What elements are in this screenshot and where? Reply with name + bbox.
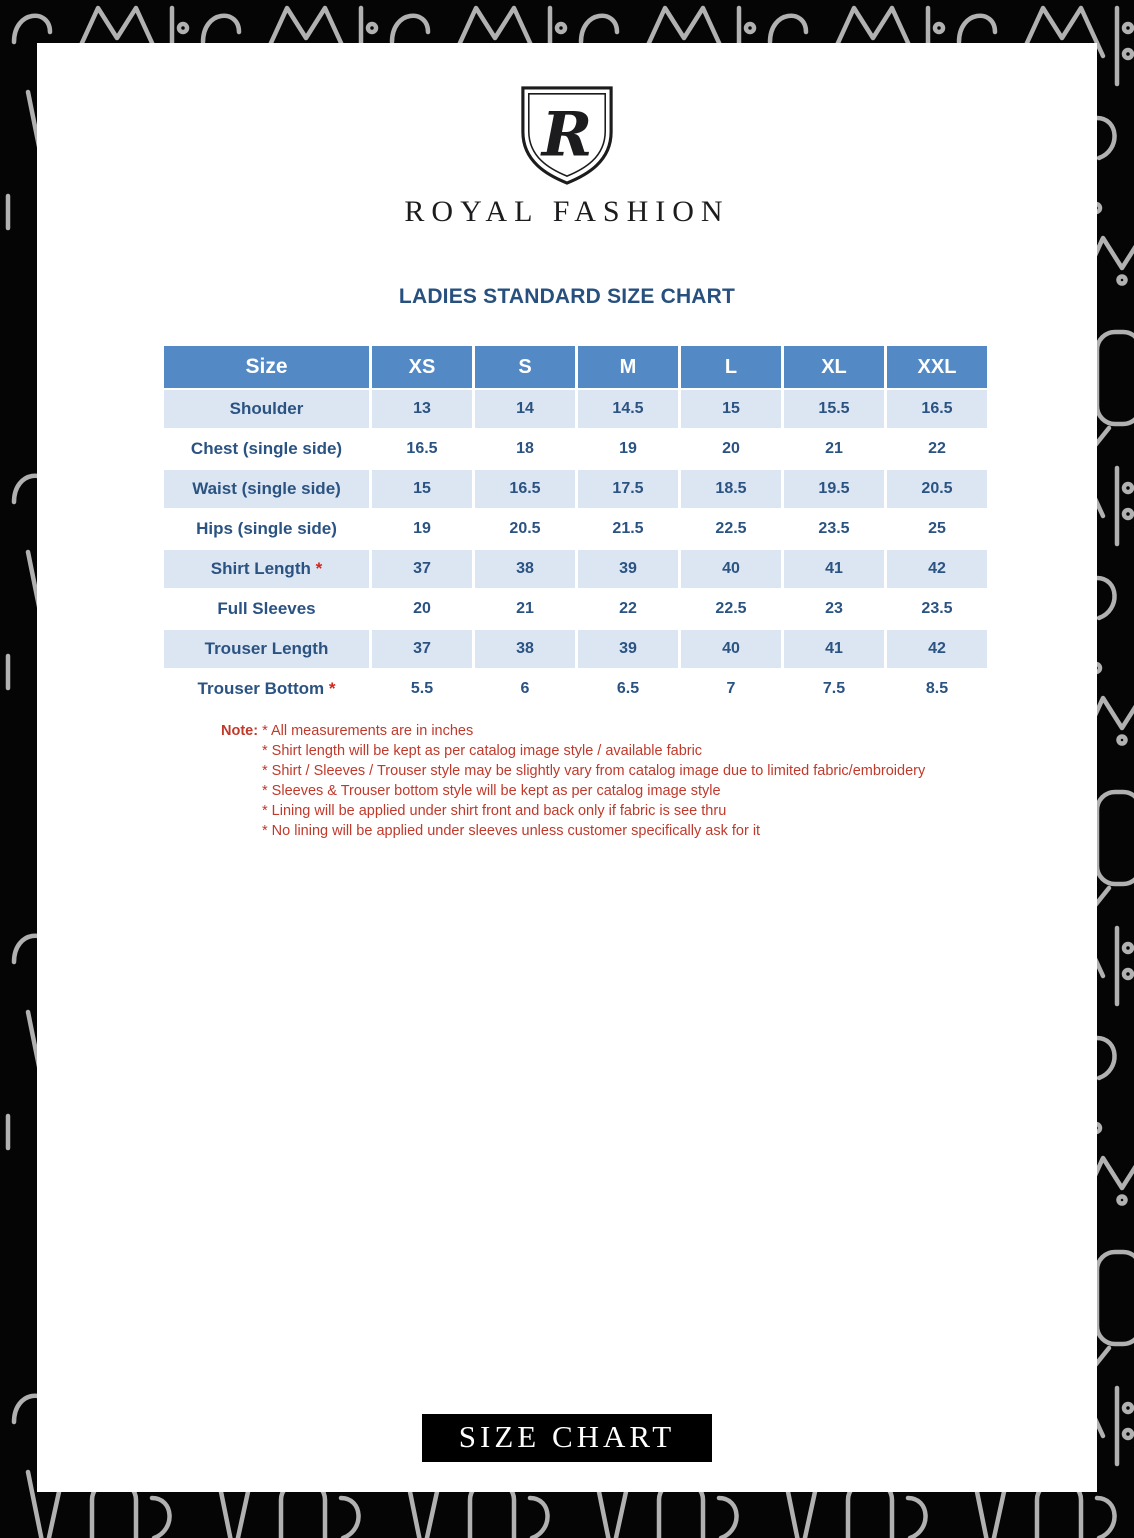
column-header-s: S	[475, 346, 575, 388]
size-value-cell: 40	[681, 550, 781, 588]
size-value-cell: 23.5	[887, 590, 987, 628]
size-value-cell: 22.5	[681, 590, 781, 628]
size-value-cell: 13	[372, 390, 472, 428]
size-value-cell: 37	[372, 630, 472, 668]
size-value-cell: 19	[372, 510, 472, 548]
note-line	[221, 781, 1021, 801]
size-value-cell: 18.5	[681, 470, 781, 508]
size-value-cell: 38	[475, 630, 575, 668]
size-value-cell: 21	[475, 590, 575, 628]
row-label: Chest (single side)	[164, 430, 369, 468]
column-header-xxl: XXL	[887, 346, 987, 388]
size-value-cell: 14.5	[578, 390, 678, 428]
asterisk-marker: *	[324, 679, 336, 698]
size-value-cell: 38	[475, 550, 575, 588]
size-value-cell: 15	[681, 390, 781, 428]
table-row	[164, 630, 987, 668]
note-label: Note:	[221, 723, 259, 739]
size-value-cell: 39	[578, 550, 678, 588]
size-value-cell: 20.5	[475, 510, 575, 548]
size-value-cell: 20	[372, 590, 472, 628]
size-value-cell: 8.5	[887, 670, 987, 708]
note-text: * Shirt length will be kept as per catalog image style / available fabric	[262, 743, 703, 759]
note-text: * Shirt / Sleeves / Trouser style may be slightly vary from catalog image due to limited fabric/embroidery	[262, 763, 926, 779]
column-header-xs: XS	[372, 346, 472, 388]
page-title: LADIES STANDARD SIZE CHART	[398, 285, 736, 308]
size-value-cell: 15	[372, 470, 472, 508]
note-text: * All measurements are in inches	[262, 723, 474, 739]
column-header-size: Size	[164, 346, 369, 388]
brand-logo	[37, 83, 1097, 229]
note-line	[221, 761, 1021, 781]
note-line	[221, 741, 1021, 761]
size-value-cell: 14	[475, 390, 575, 428]
shield-crest-icon	[518, 83, 616, 187]
header-row	[164, 346, 987, 388]
asterisk-marker: *	[310, 559, 323, 578]
table-row	[164, 390, 987, 428]
row-label: Shoulder	[164, 390, 369, 428]
note-line	[221, 721, 1021, 741]
size-value-cell: 6	[475, 670, 575, 708]
note-line	[221, 801, 1021, 821]
size-chart-banner-text: SIZE CHART	[422, 1414, 712, 1462]
row-label: Waist (single side)	[164, 470, 369, 508]
column-header-xl: XL	[784, 346, 884, 388]
size-value-cell: 20.5	[887, 470, 987, 508]
size-value-cell: 21.5	[578, 510, 678, 548]
size-table-head	[164, 346, 987, 388]
size-value-cell: 18	[475, 430, 575, 468]
size-value-cell: 15.5	[784, 390, 884, 428]
size-value-cell: 6.5	[578, 670, 678, 708]
row-label: Hips (single side)	[164, 510, 369, 548]
size-value-cell: 16.5	[887, 390, 987, 428]
size-value-cell: 20	[681, 430, 781, 468]
document-page	[37, 43, 1097, 1492]
size-value-cell: 16.5	[475, 470, 575, 508]
size-value-cell: 23	[784, 590, 884, 628]
row-label: Trouser Length	[164, 630, 369, 668]
size-value-cell: 7	[681, 670, 781, 708]
size-value-cell: 42	[887, 550, 987, 588]
logo-letter: R	[541, 99, 593, 171]
note-text: * No lining will be applied under sleeves unless customer specifically ask for it	[262, 823, 761, 839]
table-row	[164, 470, 987, 508]
brand-name: ROYAL FASHION	[404, 195, 730, 228]
size-chart-banner	[37, 1414, 1097, 1462]
size-value-cell: 22	[578, 590, 678, 628]
size-table-body	[164, 390, 987, 708]
size-value-cell: 22.5	[681, 510, 781, 548]
size-value-cell: 25	[887, 510, 987, 548]
table-row	[164, 550, 987, 588]
column-header-l: L	[681, 346, 781, 388]
size-value-cell: 5.5	[372, 670, 472, 708]
size-value-cell: 42	[887, 630, 987, 668]
size-value-cell: 19	[578, 430, 678, 468]
table-row	[164, 430, 987, 468]
size-value-cell: 41	[784, 630, 884, 668]
size-value-cell: 7.5	[784, 670, 884, 708]
note-text: * Sleeves & Trouser bottom style will be kept as per catalog image style	[262, 783, 721, 799]
size-value-cell: 37	[372, 550, 472, 588]
size-value-cell: 40	[681, 630, 781, 668]
size-value-cell: 17.5	[578, 470, 678, 508]
size-value-cell: 16.5	[372, 430, 472, 468]
column-header-m: M	[578, 346, 678, 388]
size-value-cell: 39	[578, 630, 678, 668]
note-text: * Lining will be applied under shirt front and back only if fabric is see thru	[262, 803, 727, 819]
note-line	[221, 821, 1021, 841]
size-value-cell: 23.5	[784, 510, 884, 548]
size-value-cell: 19.5	[784, 470, 884, 508]
size-value-cell: 21	[784, 430, 884, 468]
notes-section	[221, 721, 1021, 841]
table-row	[164, 670, 987, 708]
row-label: Full Sleeves	[164, 590, 369, 628]
size-value-cell: 22	[887, 430, 987, 468]
size-value-cell: 41	[784, 550, 884, 588]
row-label: Shirt Length *	[164, 550, 369, 588]
size-chart-table	[161, 344, 990, 710]
row-label: Trouser Bottom *	[164, 670, 369, 708]
table-row	[164, 510, 987, 548]
table-row	[164, 590, 987, 628]
